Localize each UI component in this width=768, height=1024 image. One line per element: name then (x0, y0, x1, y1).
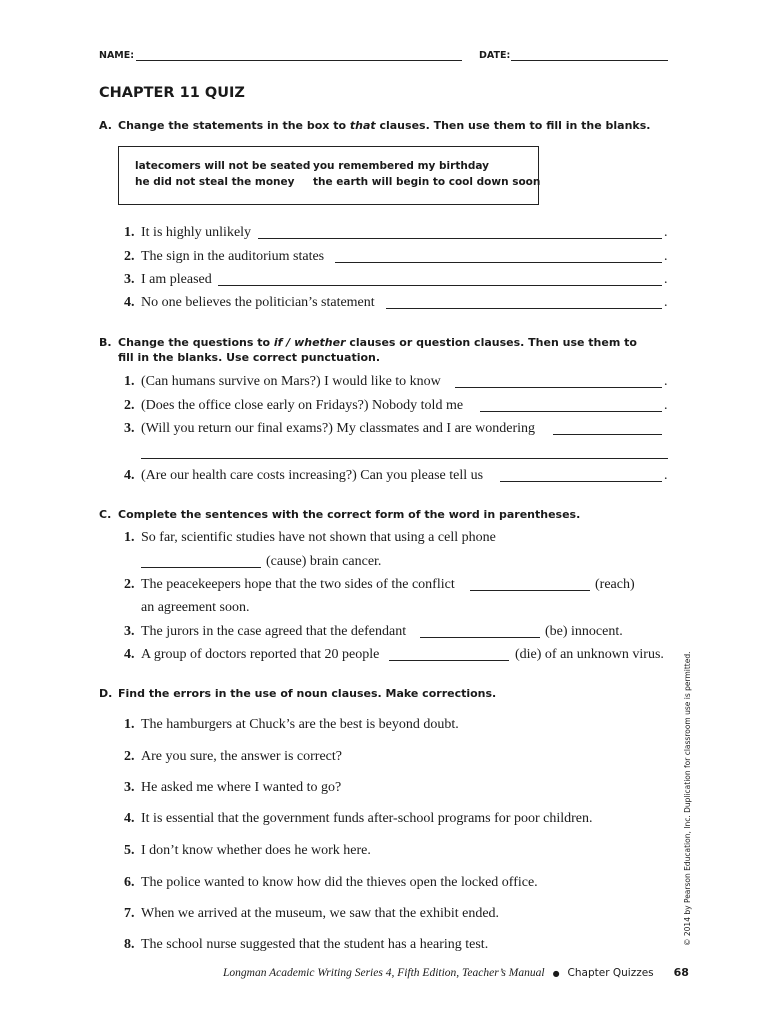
item-text: It is essential that the government funds after-school programs for poor children. (141, 811, 593, 826)
box-statement: the earth will begin to cool down soon (313, 176, 541, 188)
period: . (664, 468, 668, 483)
item-text: I am pleased (141, 272, 212, 287)
item-text: He asked me where I wanted to go? (141, 780, 342, 795)
item-number: 4. (124, 647, 135, 662)
box-statement: latecomers will not be seated (135, 160, 311, 172)
footer-book-title: Longman Academic Writing Series 4, Fifth Edition, Teacher’s Manual (223, 967, 545, 979)
item-number: 6. (124, 875, 135, 890)
section-d-instruction: Find the errors in the use of noun clauses. Make corrections. (118, 687, 497, 700)
item-text: (Are our health care costs increasing?) Can you please tell us (141, 468, 484, 483)
item-text: (Will you return our final exams?) My classmates and I are wondering (141, 421, 536, 436)
item-number: 4. (124, 468, 135, 483)
item-number: 3. (124, 272, 135, 287)
answer-blank[interactable] (470, 590, 590, 591)
section-b-instruction-line2: fill in the blanks. Use correct punctuation. (118, 351, 381, 364)
answer-blank[interactable] (455, 387, 662, 388)
item-text: The peacekeepers hope that the two sides of the conflict (141, 577, 455, 592)
item-text: A group of doctors reported that 20 people (141, 647, 380, 662)
item-text: The hamburgers at Chuck’s are the best is beyond doubt. (141, 717, 459, 732)
period: . (664, 295, 668, 310)
item-text: I don’t know whether does he work here. (141, 843, 371, 858)
item-number: 7. (124, 906, 135, 921)
item-number: 4. (124, 295, 135, 310)
item-number: 5. (124, 843, 135, 858)
section-b-instruction: Change the questions to if / whether clauses or question clauses. Then use them to (118, 336, 637, 349)
item-text: (Does the office close early on Fridays?) Nobody told me (141, 398, 464, 413)
period: . (664, 272, 668, 287)
box-statement: he did not steal the money (135, 176, 295, 188)
date-label: DATE: (479, 50, 511, 61)
period: . (664, 249, 668, 264)
item-number: 8. (124, 937, 135, 952)
item-number: 2. (124, 749, 135, 764)
section-b-letter: B. (99, 336, 112, 349)
copyright-notice: © 2014 by Pearson Education, Inc. Duplication for classroom use is permitted. (683, 651, 692, 946)
answer-blank[interactable] (335, 262, 662, 263)
item-text: So far, scientific studies have not shown that using a cell phone (141, 530, 496, 545)
section-c-letter: C. (99, 508, 112, 521)
item-number: 4. (124, 811, 135, 826)
item-number: 2. (124, 398, 135, 413)
item-text: (Can humans survive on Mars?) I would like to know (141, 374, 441, 389)
footer-section: Chapter Quizzes (567, 967, 654, 979)
answer-blank[interactable] (218, 285, 662, 286)
item-text: Are you sure, the answer is correct? (141, 749, 342, 764)
item-text: an agreement soon. (141, 600, 250, 615)
page-number: 68 (673, 966, 689, 979)
item-text: The sign in the auditorium states (141, 249, 325, 264)
bullet-icon: ● (552, 969, 560, 978)
answer-blank[interactable] (420, 637, 540, 638)
item-number: 1. (124, 717, 135, 732)
section-a-letter: A. (99, 119, 112, 132)
period: . (664, 374, 668, 389)
item-text: (reach) (595, 577, 635, 592)
date-line[interactable] (511, 60, 668, 61)
item-text: (cause) brain cancer. (266, 554, 382, 569)
footer (223, 963, 689, 981)
period: . (664, 225, 668, 240)
page-title: CHAPTER 11 QUIZ (99, 85, 245, 101)
section-d-letter: D. (99, 687, 113, 700)
answer-blank[interactable] (141, 458, 668, 459)
item-number: 2. (124, 249, 135, 264)
section-c-instruction: Complete the sentences with the correct form of the word in parentheses. (118, 508, 581, 521)
answer-blank[interactable] (386, 308, 662, 309)
item-text: The school nurse suggested that the student has a hearing test. (141, 937, 489, 952)
item-text: The jurors in the case agreed that the defendant (141, 624, 407, 639)
box-statement: you remembered my birthday (313, 160, 489, 172)
answer-blank[interactable] (258, 238, 662, 239)
item-text: No one believes the politician’s statement (141, 295, 375, 310)
answer-blank[interactable] (480, 411, 662, 412)
name-line[interactable] (136, 60, 462, 61)
period: . (664, 398, 668, 413)
section-a-instruction: Change the statements in the box to that clauses. Then use them to fill in the blanks. (118, 119, 651, 132)
item-number: 1. (124, 374, 135, 389)
answer-blank[interactable] (500, 481, 662, 482)
answer-blank[interactable] (141, 567, 261, 568)
item-number: 1. (124, 530, 135, 545)
item-text: The police wanted to know how did the thieves open the locked office. (141, 875, 538, 890)
answer-blank[interactable] (389, 660, 509, 661)
item-text: (die) of an unknown virus. (515, 647, 664, 662)
item-number: 3. (124, 780, 135, 795)
item-text: (be) innocent. (545, 624, 623, 639)
item-text: When we arrived at the museum, we saw that the exhibit ended. (141, 906, 500, 921)
item-number: 2. (124, 577, 135, 592)
answer-blank[interactable] (553, 434, 662, 435)
item-number: 3. (124, 624, 135, 639)
item-text: It is highly unlikely (141, 225, 252, 240)
item-number: 1. (124, 225, 135, 240)
name-label: NAME: (99, 50, 135, 61)
item-number: 3. (124, 421, 135, 436)
